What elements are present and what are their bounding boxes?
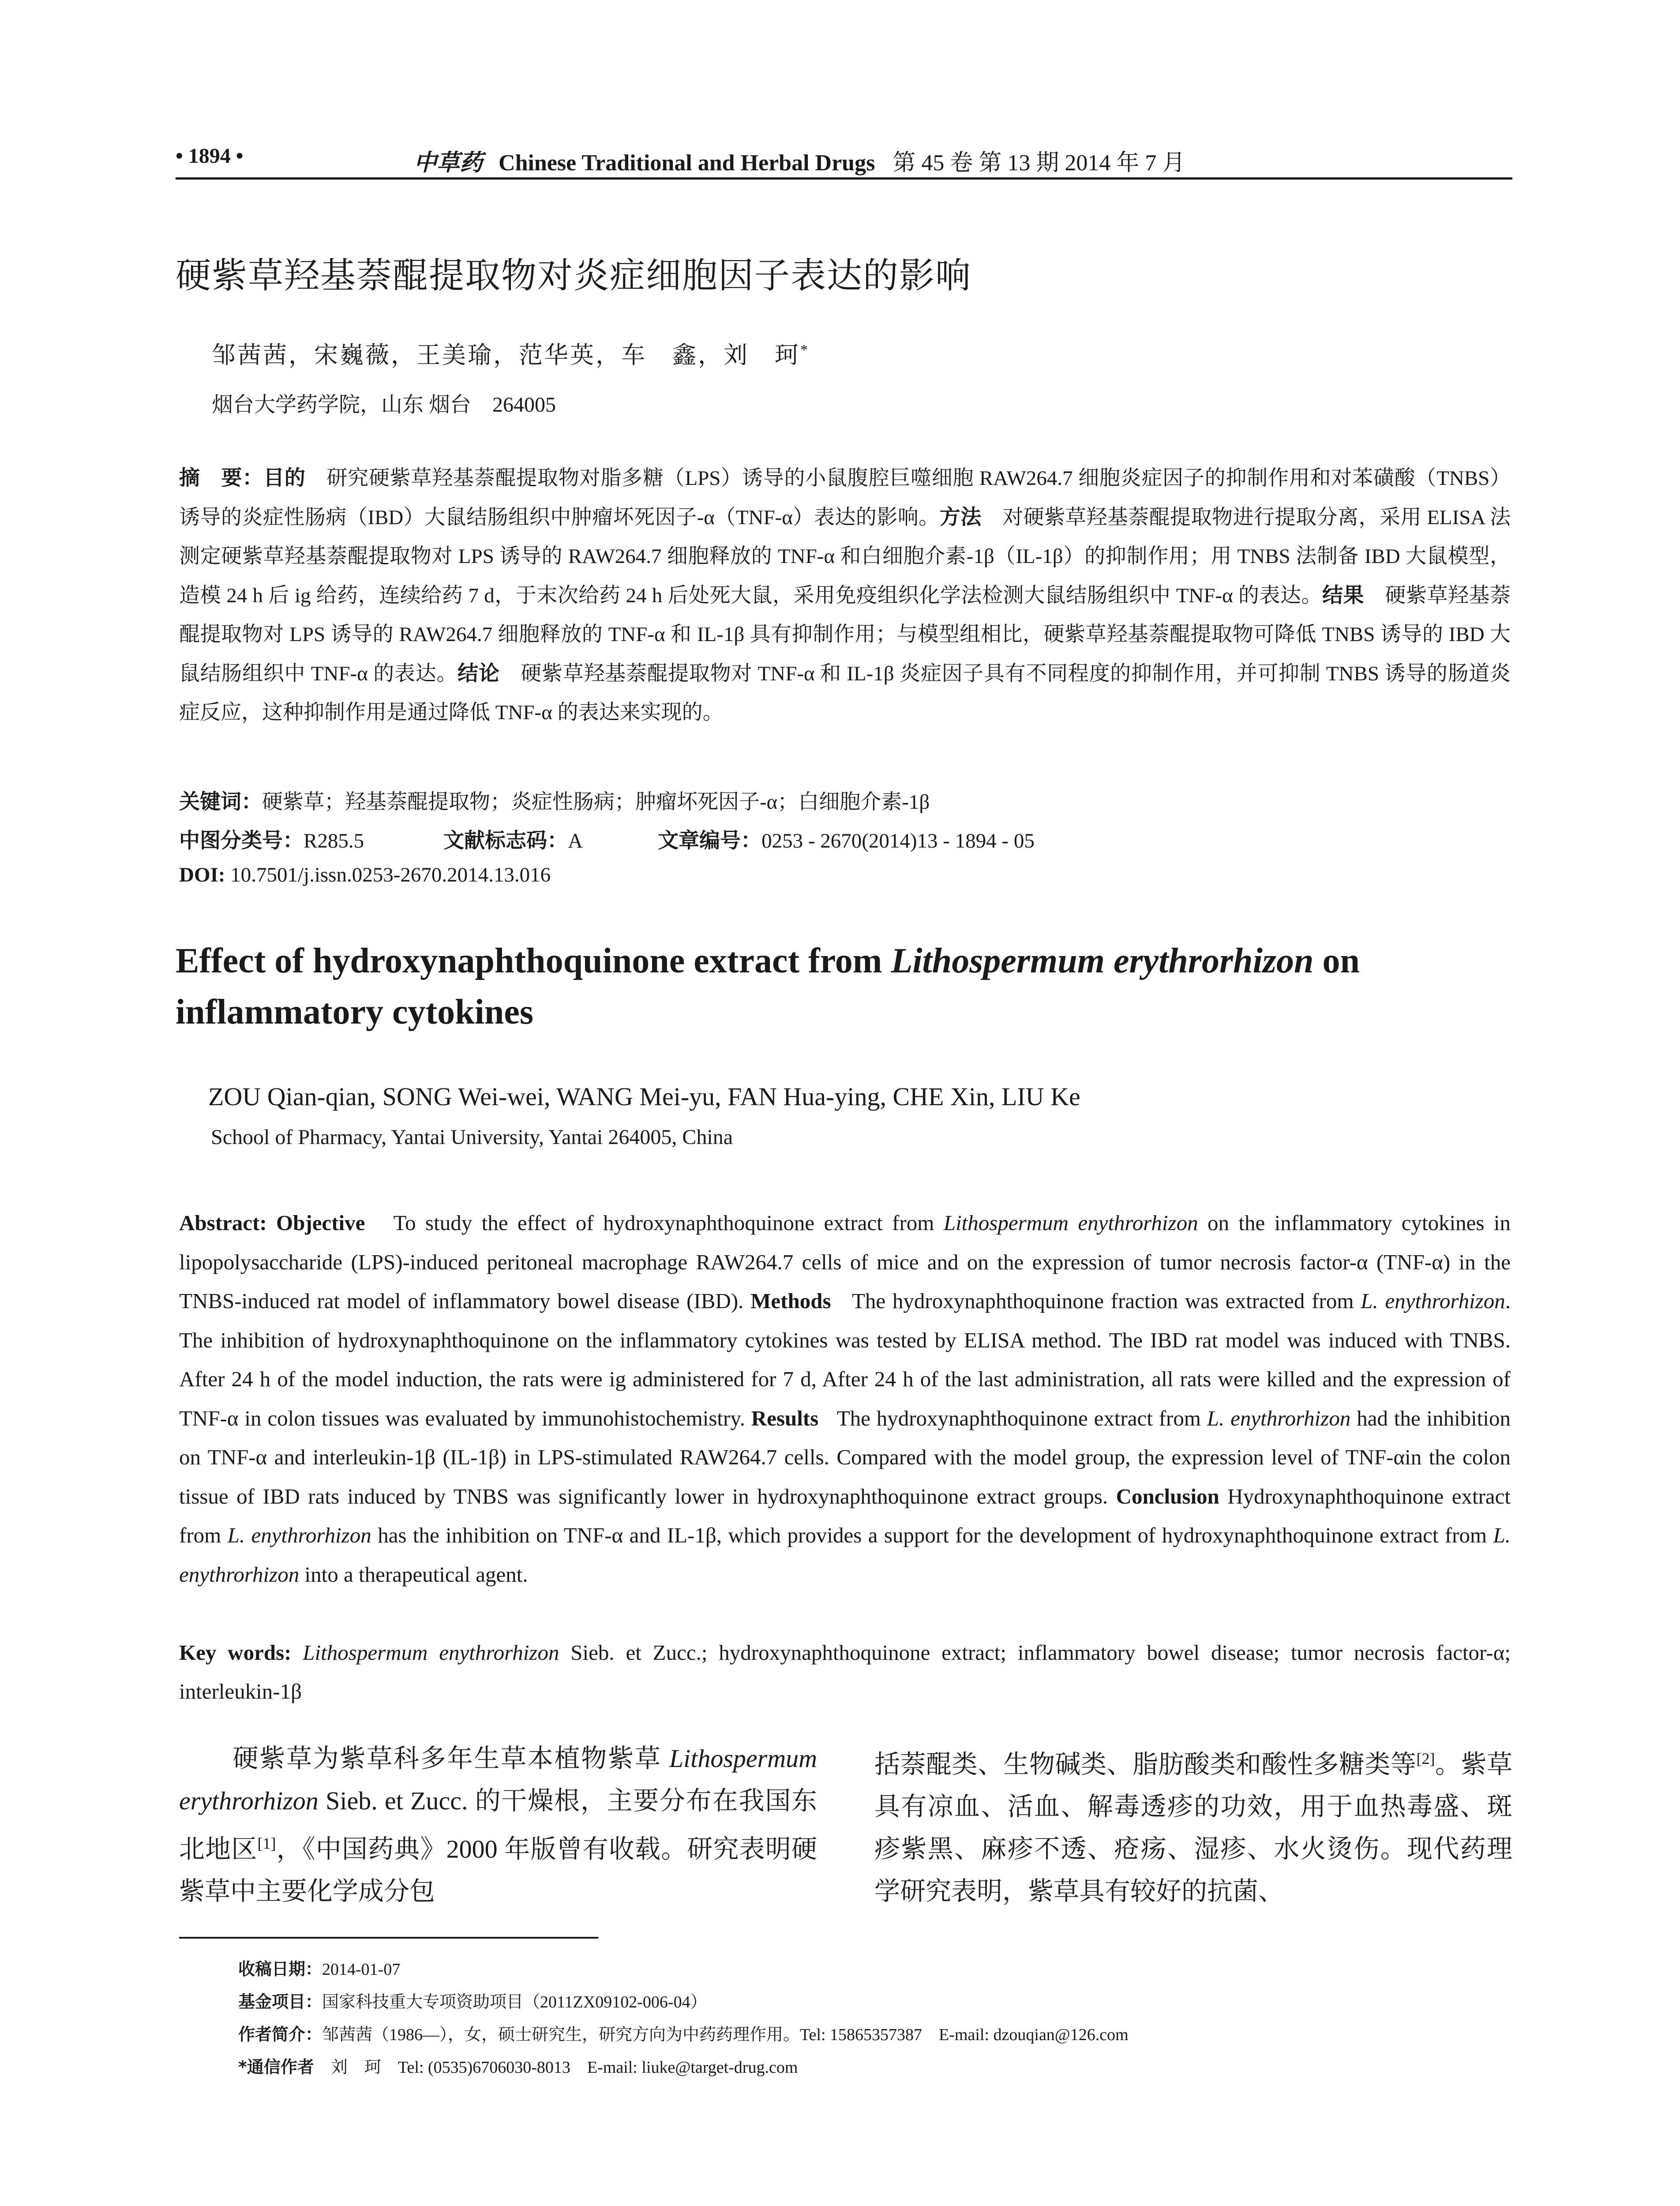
authors-en: ZOU Qian-qian, SONG Wei-wei, WANG Mei-yu, FAN Hua-ying, CHE Xin, LIU Ke: [208, 1082, 1080, 1111]
header-rule: [176, 177, 1512, 180]
journal-name: [414, 144, 1185, 177]
results-cn: 硬紫草羟基萘醌提取物对 LPS 诱导的 RAW264.7 细胞释放的 TNF-α 和 IL-1β 具有抑制作用；与模型组相比，硬紫草羟基萘醌提取物可降低 TNBS 诱导的 IBD 大鼠结肠组织中 TNF-α 的表达。: [179, 584, 1511, 685]
body-column-left: [179, 1737, 817, 1913]
doi-line: [179, 863, 551, 887]
results-en: had the inhibition on TNF-α and interleukin-1β (IL-1β) in LPS-stimulated RAW264.7 cells. Compared with the model group, the expression level of TNF-αin the colon tissue of IBD rats induced by TNBS was significantly lower in hydroxynaphthoquinone extract groups.: [179, 1406, 1511, 1508]
keywords-cn-label: 关键词：: [179, 790, 262, 814]
footnote-label: 基金项目：: [238, 1992, 322, 2011]
conclusion-en-label: Conclusion: [1116, 1484, 1219, 1508]
title-en-part: on inflammatory cytokines: [176, 942, 1360, 1032]
article-no-value: 0253 - 2670(2014)13 - 1894 - 05: [761, 829, 1035, 852]
conclusion-en: into a therapeutical agent.: [299, 1562, 528, 1587]
doc-code-label: 文献标志码：: [443, 829, 568, 853]
footnote-label: *通信作者: [238, 2057, 314, 2077]
species-name: Lithospermum erythrorhizon: [179, 1744, 817, 1815]
conclusion-cn-label: 结论: [458, 661, 500, 686]
objective-cn: 研究硬紫草羟基萘醌提取物对脂多糖（LPS）诱导的小鼠腹腔巨噬细胞 RAW264.7 细胞炎症因子的抑制作用和对苯磺酸（TNBS）诱导的炎症性肠病（IBD）大鼠结肠组织中肿瘤坏死因子-α（TNF-α）表达的影响。: [179, 467, 1511, 529]
body-text: 。紫草具有凉血、活血、解毒透疹的功效，用于血热毒盛、斑疹紫黑、麻疹不透、疮疡、湿疹、水火烫伤。现代药理学研究表明，紫草具有较好的抗菌、: [874, 1750, 1512, 1906]
classification-line: [179, 824, 1035, 854]
methods-en-label: Methods: [750, 1289, 831, 1313]
keywords-en-text: Sieb. et Zucc.; hydroxynaphthoquinone extract; inflammatory bowel disease; tumor necrosis factor-α; interleukin-1β: [179, 1640, 1511, 1703]
journal-name-cn: 中草药: [414, 149, 483, 176]
results-en: The hydroxynaphthoquinone extract from: [836, 1406, 1207, 1430]
title-en: [176, 935, 1512, 1038]
corresponding-mark: *: [800, 342, 810, 358]
doc-code-value: A: [568, 829, 583, 852]
species-name: L. enythrorhizon: [179, 1523, 1511, 1587]
footnote-author-bio: [238, 2021, 1129, 2045]
title-cn: 硬紫草羟基萘醌提取物对炎症细胞因子表达的影响: [176, 255, 971, 296]
citation-ref[interactable]: [2]: [1416, 1750, 1435, 1767]
clc-value: R285.5: [304, 829, 364, 852]
body-text: 硬紫草为紫草科多年生草本植物紫草: [232, 1744, 669, 1773]
footnote-text: 国家科技重大专项资助项目（2011ZX09102-006-04）: [322, 1993, 707, 2011]
footnote-label: 作者简介：: [238, 2025, 322, 2044]
footnote-fund: [238, 1988, 707, 2012]
footnote-text: 2014-01-07: [322, 1960, 401, 1979]
species-name: L. enythrorhizon: [1361, 1289, 1505, 1313]
footnote-text: 邹茜茜（1986—），女，硕士研究生，研究方向为中药药理作用。Tel: 15865357387 E-mail: dzouqian@126.com: [322, 2026, 1129, 2044]
body-text: 括萘醌类、生物碱类、脂肪酸类和酸性多糖类等: [874, 1750, 1417, 1779]
results-cn-label: 结果: [1322, 583, 1365, 608]
species-name: L. enythrorhizon: [227, 1523, 371, 1547]
article-no-label: 文章编号：: [658, 829, 762, 853]
keywords-cn-text: 硬紫草；羟基萘醌提取物；炎症性肠病；肿瘤坏死因子-α；白细胞介素-1β: [262, 791, 930, 814]
conclusion-cn: 硬紫草羟基萘醌提取物对 TNF-α 和 IL-1β 炎症因子具有不同程度的抑制作用，并可抑制 TNBS 诱导的肠道炎症反应，这种抑制作用是通过降低 TNF-α 的表达来实现的。: [179, 662, 1511, 724]
running-header: [176, 140, 1512, 177]
methods-cn-label: 方法: [939, 505, 982, 529]
footnote-text: 刘 珂 Tel: (0535)6706030-8013 E-mail: liuke@target-drug.com: [330, 2058, 798, 2077]
abstract-cn-label: 摘 要：: [179, 466, 264, 490]
species-name: Lithospermum enythrorhizon: [943, 1211, 1198, 1235]
conclusion-en: has the inhibition on TNF-α and IL-1β, which provides a support for the development of hydroxynaphthoquinone extract from: [371, 1523, 1493, 1547]
authors-cn: [212, 336, 810, 370]
clc-label: 中图分类号：: [179, 829, 304, 853]
page-number: • 1894 •: [176, 144, 244, 168]
objective-en: on the inflammatory cytokines in lipopolysaccharide (LPS)-induced peritoneal macrophage RAW264.7 cells of mice and on the expression of tumor necrosis factor-α (TNF-α) in the TNBS-induced rat model of inflammatory bowel disease (IBD).: [179, 1211, 1511, 1313]
abstract-cn: [179, 459, 1511, 732]
species-name: L. enythrorhizon: [1207, 1406, 1351, 1430]
keywords-cn: [179, 785, 930, 815]
doi-value[interactable]: 10.7501/j.issn.0253-2670.2014.13.016: [230, 863, 551, 886]
issue-info: 第 45 卷 第 13 期 2014 年 7 月: [892, 150, 1185, 176]
objective-en: To study the effect of hydroxynaphthoquinone extract from: [393, 1211, 944, 1235]
abstract-en-label: Abstract: Objective: [179, 1211, 365, 1235]
footnote-rule: [179, 1937, 598, 1939]
affiliation-cn: 烟台大学药学院，山东 烟台 264005: [212, 393, 556, 416]
keywords-en: [179, 1633, 1511, 1711]
doi-label: DOI:: [179, 863, 225, 886]
body-column-right: [874, 1737, 1512, 1913]
authors-cn-names: 邹茜茜，宋巍薇，王美瑜，范华英，车 鑫，刘 珂: [212, 342, 800, 368]
methods-en: The hydroxynaphthoquinone fraction was extracted from: [851, 1289, 1361, 1313]
citation-ref[interactable]: [1]: [257, 1835, 276, 1852]
footnote-received: [238, 1955, 400, 1980]
title-en-part: Effect of hydroxynaphthoquinone extract from: [176, 942, 891, 980]
keywords-en-species: Lithospermum enythrorhizon: [303, 1640, 559, 1665]
keywords-en-label: Key words:: [179, 1640, 292, 1665]
footnote-label: 收稿日期：: [238, 1959, 322, 1979]
body-text: ，《中国药典》2000 年版曾有收载。研究表明硬紫草中主要化学成分包: [179, 1835, 817, 1906]
footnote-corresponding: [238, 2053, 798, 2078]
body-text: Sieb. et Zucc. 的干燥根，主要分布在我国东北地区: [179, 1786, 817, 1864]
conclusion-en: Hydroxynaphthoquinone extract from: [179, 1484, 1511, 1547]
title-en-species: Lithospermum erythrorhizon: [891, 942, 1314, 980]
objective-cn-label: 目的: [263, 466, 306, 490]
abstract-en: [179, 1204, 1511, 1594]
methods-cn: 对硬紫草羟基萘醌提取物进行提取分离，采用 ELISA 法测定硬紫草羟基萘醌提取物对 LPS 诱导的 RAW264.7 细胞释放的 TNF-α 和白细胞介素-1β（IL-1β）的抑制作用；用 TNBS 法制备 IBD 大鼠模型，造模 24 h 后 ig 给药，连续给药 7 d，于末次给药 24 h 后处死大鼠，采用免疫组织化学法检测大鼠结肠组织中 TNF-α 的表达。: [179, 506, 1511, 607]
affiliation-en: School of Pharmacy, Yantai University, Yantai 264005, China: [211, 1126, 733, 1149]
journal-name-en: Chinese Traditional and Herbal Drugs: [499, 150, 875, 176]
results-en-label: Results: [751, 1406, 819, 1430]
methods-en: . The inhibition of hydroxynaphthoquinone on the inflammatory cytokines was tested by ELISA method. The IBD rat model was induced with TNBS. After 24 h of the model induction, the rats were ig administered for 7 d, After 24 h of the last administration, all rats were killed and the expression of TNF-α in colon tissues was evaluated by immunohistochemistry.: [179, 1289, 1511, 1430]
